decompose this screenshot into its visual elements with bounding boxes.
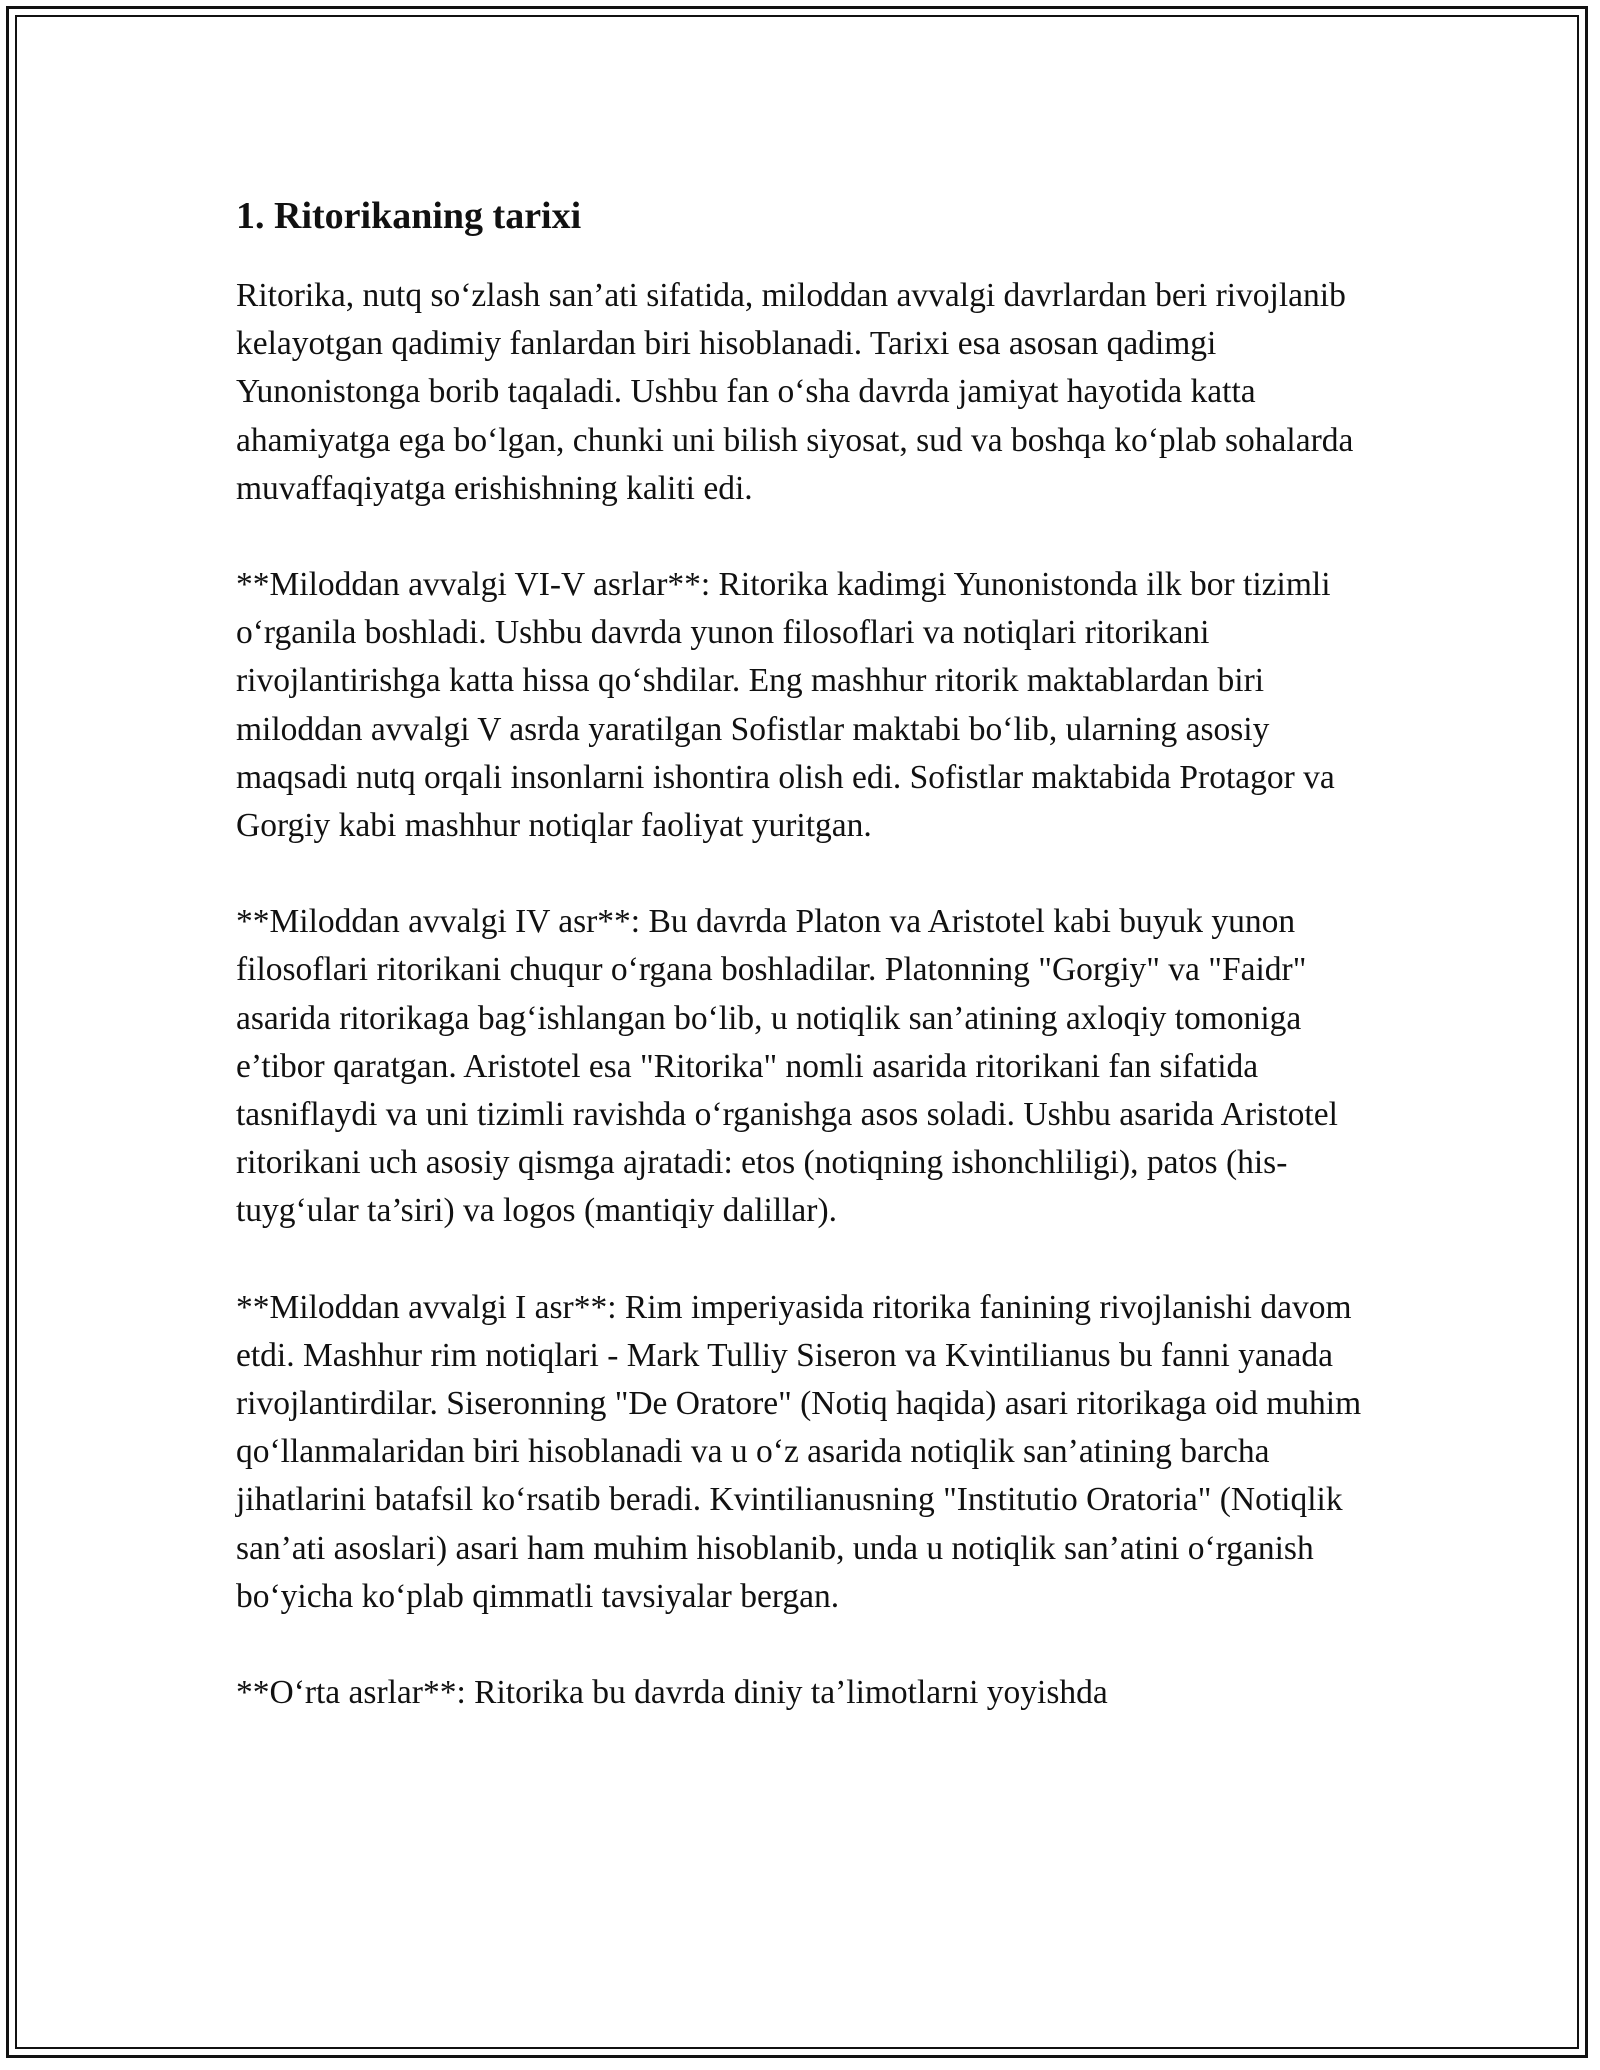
document-body — [236, 190, 1366, 1765]
paragraph-middle-ages: **O‘rta asrlar**: Ritorika bu davrda diniy ta’limotlarni yoyishda — [236, 1674, 1108, 1712]
paragraph-i-century: **Miloddan avvalgi I asr**: Rim imperiyasida ritorika fanining rivojlanishi davom etdi. Mashhur rim notiqlari - Mark Tulliy Siseron va Kvintilianus bu fanni yanada rivojlantirdilar. Siseronning "De Oratore" (Notiq haqida) asari ritorikaga oid muhim qo‘llanmalaridan biri hisoblanadi va u o‘z asarida notiqlik san’atining barcha jihatlarini batafsil ko‘rsatib beradi. Kvintilianusning "Institutio Oratoria" (Notiqlik san’ati asoslari) asari ham muhim hisoblanib, unda u notiqlik san’atini o‘rganish bo‘yicha ko‘plab qimmatli tavsiyalar bergan. — [236, 1288, 1362, 1615]
section-heading: 1. Ritorikaning tarixi — [236, 195, 582, 237]
paragraph-vi-v-centuries: **Miloddan avvalgi VI-V asrlar**: Ritorika kadimgi Yunonistonda ilk bor tizimli o‘rganila boshladi. Ushbu davrda yunon filosoflari va notiqlari ritorikani rivojlantirishga katta hissa qo‘shdilar. Eng mashhur ritorik maktablardan biri miloddan avvalgi V asrda yaratilgan Sofistlar maktabi bo‘lib, ularning asosiy maqsadi nutq orqali insonlarni ishontira olish edi. Sofistlar maktabida Protagor va Gorgiy kabi mashhur notiqlar faoliyat yuritgan. — [236, 566, 1335, 845]
paragraph-intro: Ritorika, nutq so‘zlash san’ati sifatida, miloddan avvalgi davrlardan beri rivojlanib kelayotgan qadimiy fanlardan biri hisoblanadi. Tarixi esa asosan qadimgi Yunonistonga borib taqaladi. Ushbu fan o‘sha davrda jamiyat hayotida katta ahamiyatga ega bo‘lgan, chunki uni bilish siyosat, sud va boshqa ko‘plab sohalarda muvaffaqiyatga erishishning kaliti edi. — [236, 277, 1354, 507]
paragraph-iv-century: **Miloddan avvalgi IV asr**: Bu davrda Platon va Aristotel kabi buyuk yunon filosoflari ritorikani chuqur o‘rgana boshladilar. Platonning "Gorgiy" va "Faidr" asarida ritorikaga bag‘ishlangan bo‘lib, u notiqlik san’atining axloqiy tomoniga e’tibor qaratgan. Aristotel esa "Ritorika" nomli asarida ritorikani fan sifatida tasniflaydi va uni tizimli ravishda o‘rganishga asos soladi. Ushbu asarida Aristotel ritorikani uch asosiy qismga ajratadi: etos (notiqning ishonchliligi), patos (his-tuyg‘ular ta’siri) va logos (mantiqiy dalillar). — [236, 903, 1338, 1230]
